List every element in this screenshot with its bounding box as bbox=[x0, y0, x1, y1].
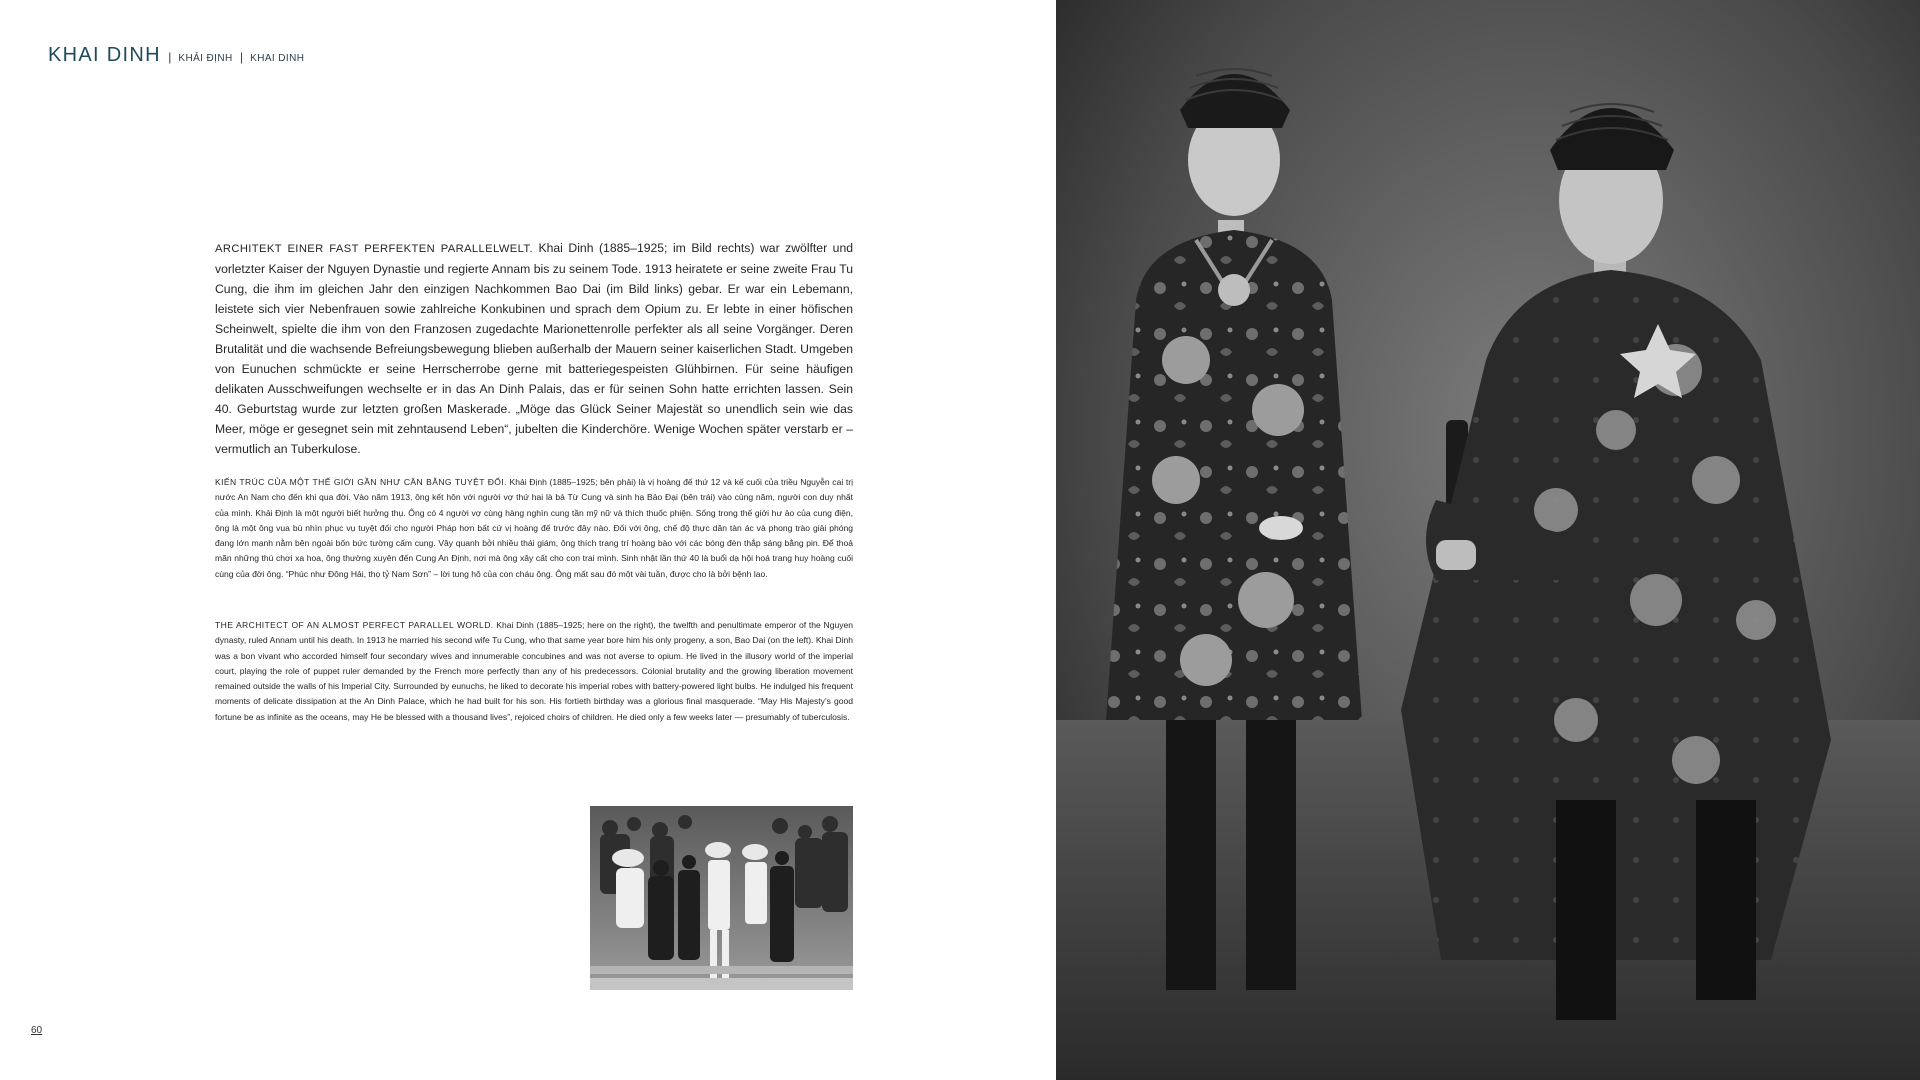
vietnamese-body: Khải Định (1885–1925; bên phải) là vị hoàng đế thứ 12 và kế cuối của triều Nguyễn cai trị nước An Nam cho đến khi qua đời. Vào năm 1913, ông kết hôn với người vợ thứ hai là bà Từ Cung và sinh hạ Bảo Đại (bên trái) vào cùng năm, người con duy nhất của mình. Khải Định là một người biết hưởng thụ. Ông có 4 người vợ cùng hàng nghìn cung tần mỹ nữ và thích thuốc phiện. Sống trong thế giới hư ảo của cung điện, ông là một ông vua bù nhìn phục vụ tuyệt đối cho người Pháp hơn bất cứ vị hoàng đế trước đây nào. Đối với ông, chế độ thực dân tàn ác và phong trào giải phóng đang lớn mạnh nằm bên ngoài bốn bức tường cấm cung. Vây quanh bởi nhiều thái giám, ông thích trang trí hoàng bào với các bóng đèn thắp sáng bằng pin. Để thoả mãn những thú chơi xa hoa, ông thường xuyên đến Cung An Định, nơi mà ông xây cất cho con trai mình. Sinh nhật lần thứ 40 là buổi dạ hội hoá trang huy hoàng cuối cùng của đời ông. “Phúc như Đông Hải, thọ tỷ Nam Sơn” – lời tung hô của con cháu ông. Ông mất sau đó một vài tuần, được cho là bởi bệnh lao. bbox=[215, 477, 853, 579]
ceremony-photo bbox=[590, 806, 853, 990]
english-paragraph bbox=[215, 618, 853, 725]
page-number: 60 bbox=[31, 1025, 43, 1036]
vietnamese-lead: KIẾN TRÚC CỦA MỘT THẾ GIỚI GẦN NHƯ CÂN BẰNG TUYỆT ĐỐI. bbox=[215, 477, 507, 487]
german-lead: ARCHITEKT EINER FAST PERFEKTEN PARALLELWELT. bbox=[215, 243, 533, 255]
portrait-photo bbox=[1056, 0, 1920, 1080]
german-body: Khai Dinh (1885–1925; im Bild rechts) war zwölfter und vorletzter Kaiser der Nguyen Dynastie und regierte Annam bis zu seinem Tode. 1913 heiratete er seine zweite Frau Tu Cung, die ihm im gleichen Jahr den einzigen Nachkommen Bao Dai (im Bild links) gebar. Er war ein Lebemann, leistete sich vier Nebenfrauen sowie zahlreiche Konkubinen und sprach dem Opium zu. Er lebte in einer höfischen Scheinwelt, spielte die ihm von den Franzosen zugedachte Marionettenrolle perfekter als all seine Vorgänger. Deren Brutalität und die wachsende Befreiungsbewegung blieben außerhalb der Mauern seiner kaiserlichen Stadt. Umgeben von Eunuchen schmückte er seine Herrscherrobe gerne mit batteriegespeisten Glühbirnen. Für seine häufigen delikaten Ausschweifungen wechselte er in das An Dinh Palais, das er für seinen Sohn hatte errichten lassen. Sein 40. Geburtstag wurde zur letzten großen Maskerade. „Möge das Glück Seiner Majestät so unendlich sein wie das Meer, möge er gesegnet sein mit zehntausend Leben“, jubelten die Kinderchöre. Wenige Wochen später verstarb er – vermutlich an Tuberkulose. bbox=[215, 241, 854, 456]
german-paragraph bbox=[215, 238, 853, 459]
english-lead: THE ARCHITECT OF AN ALMOST PERFECT PARALLEL WORLD. bbox=[215, 620, 494, 630]
vietnamese-paragraph bbox=[215, 475, 853, 582]
chapter-title-vietnamese: KHẢI ĐỊNH bbox=[178, 53, 233, 64]
chapter-title: KHAI DINH bbox=[48, 44, 161, 66]
running-head bbox=[48, 44, 304, 67]
english-body: Khai Dinh (1885–1925; here on the right), the twelfth and penultimate emperor of the Nguyen dynasty, ruled Annam until his death. In 1913 he married his second wife Tu Cung, who that same year bore him his only progeny, a son, Bao Dai (on the left). Khai Dinh was a bon vivant who accorded himself four secondary wives and innumerable concubines and was not averse to opium. He lived in the illusory world of the imperial court, playing the role of puppet ruler demanded by the French more perfectly than any of his predecessors. Colonial brutality and the growing liberation movement remained outside the walls of his Imperial City. Surrounded by eunuchs, he liked to decorate his imperial robes with battery-powered light bulbs. He indulged his frequent moments of delicate dissipation at the An Dinh Palace, which he had built for his son. His fortieth birthday was a glorious final masquerade. “May His Majesty’s good fortune be as infinite as the oceans, may He be blessed with a thousand lives”, rejoiced choirs of children. He died only a few weeks later — presumably of tuberculosis. bbox=[215, 620, 853, 722]
chapter-title-english: KHAI DINH bbox=[250, 53, 305, 64]
title-separator: | bbox=[168, 50, 172, 64]
ceremony-photo-graphic bbox=[590, 806, 853, 990]
title-separator: | bbox=[240, 50, 244, 64]
portrait-photo-graphic bbox=[1056, 0, 1920, 1080]
